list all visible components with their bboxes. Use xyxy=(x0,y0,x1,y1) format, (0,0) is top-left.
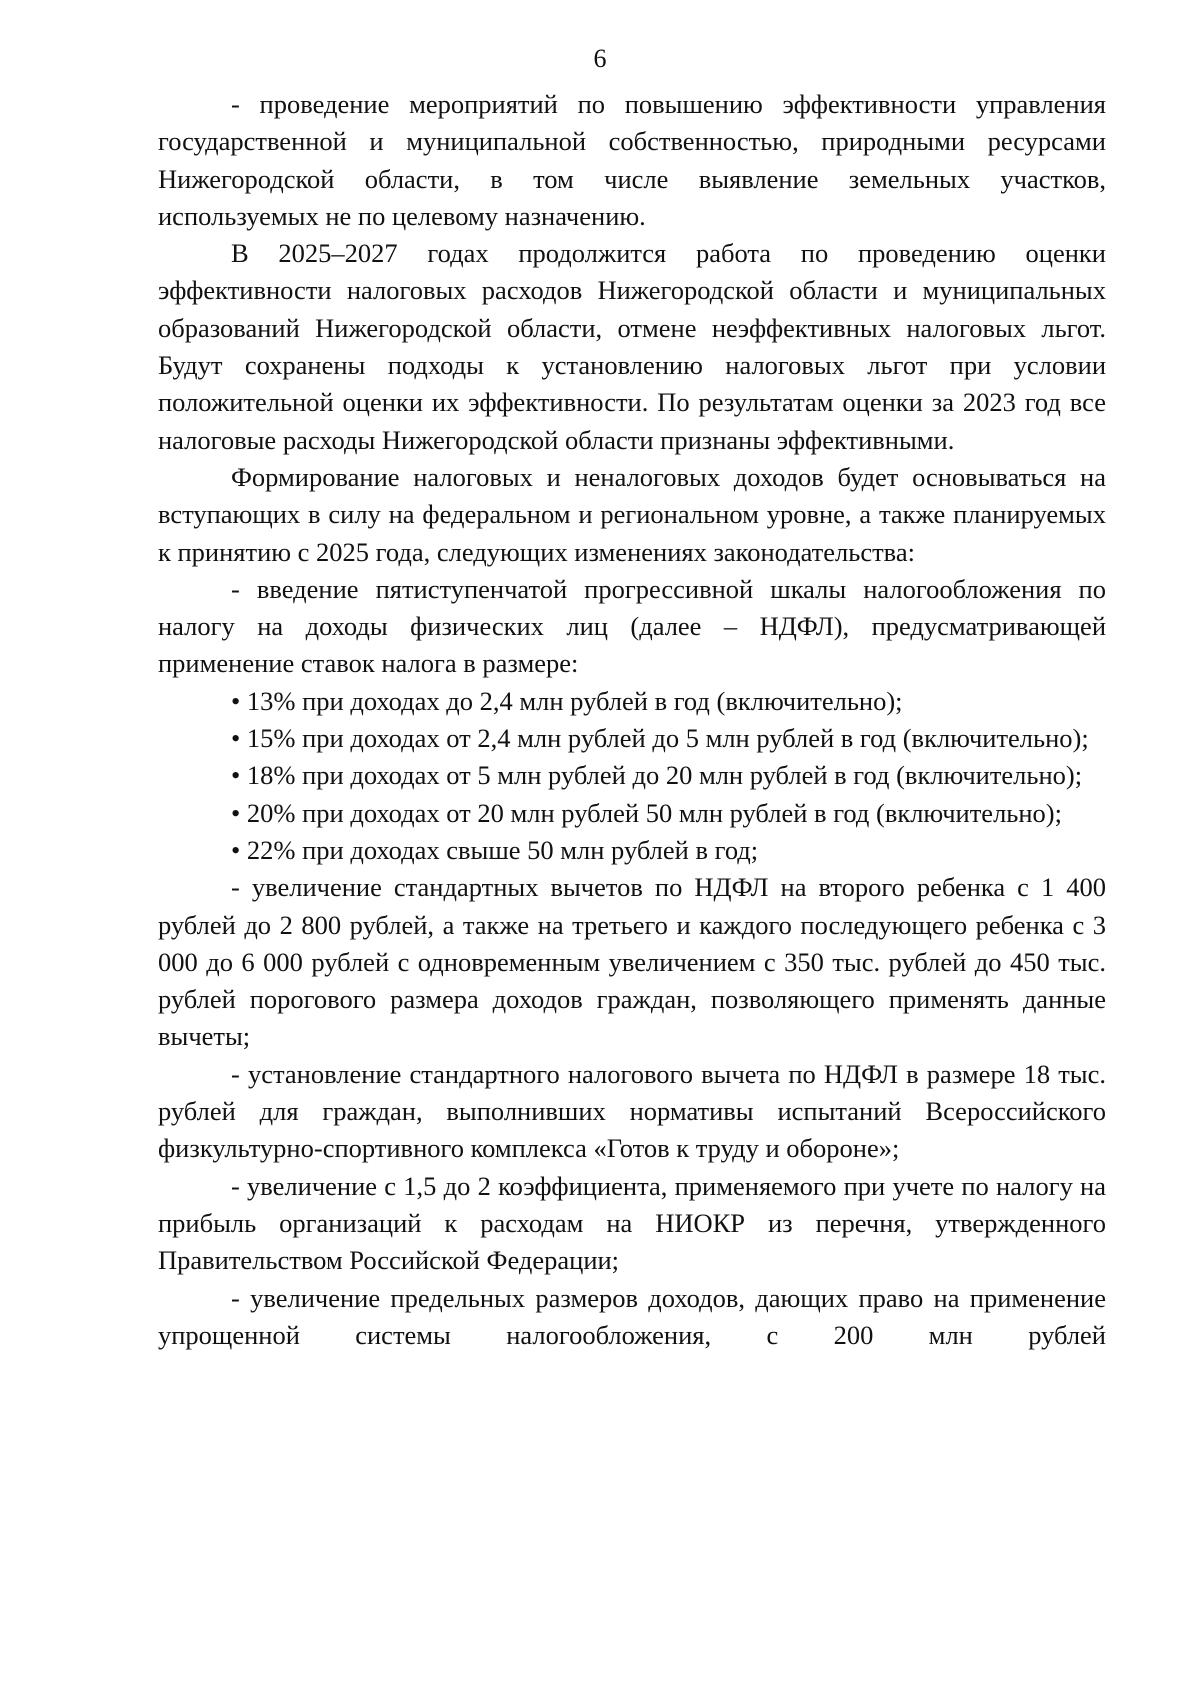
bullet-rate-22: • 22% при доходах свыше 50 млн рублей в год; xyxy=(231,834,759,865)
bullet-rate-15: • 15% при доходах от 2,4 млн рублей до 5 млн рублей в год (включительно); xyxy=(231,723,1089,754)
paragraph-progressive-scale: - введение пятиступенчатой прогрессивной шкалы налогообложения по налогу на доходы физических лиц (далее – НДФЛ), предусматривающей применение ставок налога в размере: xyxy=(158,573,1106,679)
bullet-rate-13: • 13% при доходах до 2,4 млн рублей в год (включительно); xyxy=(231,685,903,716)
paragraph-simplified-system: - увеличение предельных размеров доходов, дающих право на применение упрощенной системы налогообложения, с 200 млн рублей xyxy=(158,1282,1106,1350)
document-body xyxy=(158,86,1106,1354)
bullet-rate-18: • 18% при доходах от 5 млн рублей до 20 млн рублей в год (включительно); xyxy=(231,760,1083,791)
page-number: 6 xyxy=(593,44,607,73)
paragraph-rnd-coefficient: - увеличение с 1,5 до 2 коэффициента, применяемого при учете по налогу на прибыль организаций к расходам на НИОКР из перечня, утвержденного Правительством Российской Федерации; xyxy=(158,1170,1106,1276)
paragraph-property-management: - проведение мероприятий по повышению эффективности управления государственной и муниципальной собственностью, природными ресурсами Нижегородской области, в том числе выявление земельных участков, используемых не по целевому назначению. xyxy=(158,89,1106,231)
paragraph-gto-deduction: - установление стандартного налогового вычета по НДФЛ в размере 18 тыс. рублей для граждан, выполнивших нормативы испытаний Всероссийского физкультурно-спортивного комплекса «Готов к труду и обороне»; xyxy=(158,1058,1106,1164)
paragraph-tax-expenditure-evaluation: В 2025–2027 годах продолжится работа по проведению оценки эффективности налоговых расходов Нижегородской области и муниципальных образований Нижегородской области, отмене неэффективных налоговых льгот. Будут сохранены подходы к установлению налоговых льгот при условии положительной оценки их эффективности. По результатам оценки за 2023 год все налоговые расходы Нижегородской области признаны эффективными. xyxy=(158,238,1106,455)
bullet-rate-20: • 20% при доходах от 20 млн рублей 50 млн рублей в год (включительно); xyxy=(231,797,1062,828)
paragraph-revenue-formation: Формирование налоговых и неналоговых доходов будет основываться на вступающих в силу на федеральном и региональном уровне, а также планируемых к принятию с 2025 года, следующих изменениях законодательства: xyxy=(158,461,1106,567)
paragraph-standard-deductions: - увеличение стандартных вычетов по НДФЛ на второго ребенка с 1 400 рублей до 2 800 рублей, а также на третьего и каждого последующего ребенка с 3 000 до 6 000 рублей с одновременным увеличением с 350 тыс. рублей до 450 тыс. рублей порогового размера доходов граждан, позволяющего применять данные вычеты; xyxy=(158,872,1106,1052)
